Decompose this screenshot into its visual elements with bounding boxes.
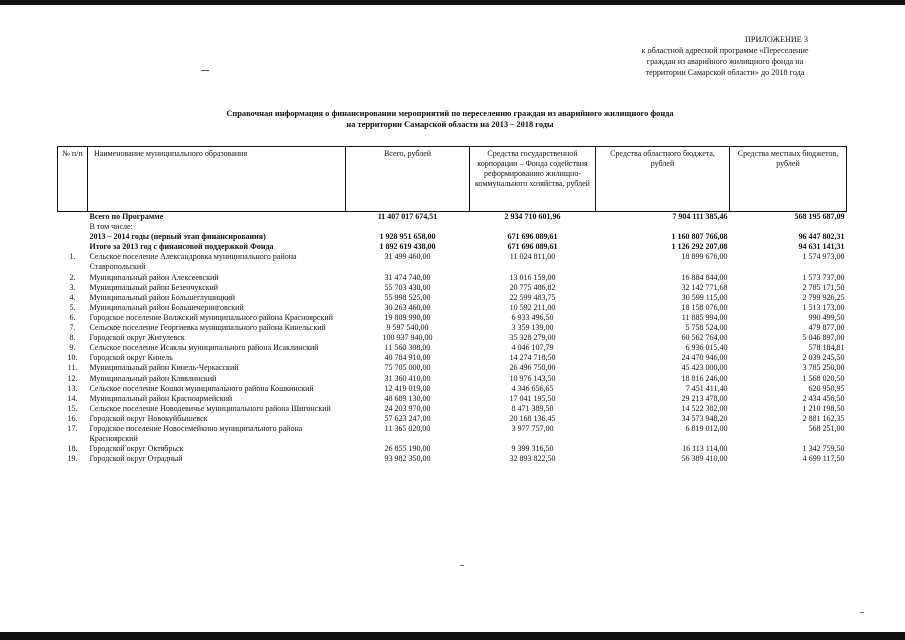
local-budget-amount: 2 434 456,50	[802, 393, 845, 403]
total-amount: 100 937 940,00	[382, 333, 433, 343]
fund-amount: 20 775 486,82	[509, 282, 556, 292]
summary-label: 2013 – 2014 годы (первый этап финансирования)	[89, 232, 266, 242]
regional-budget-amount: 56 389 410,00	[681, 454, 728, 464]
table-row	[58, 273, 847, 283]
municipality-name: Городской округ Отрадный	[89, 454, 183, 464]
table-row	[58, 454, 847, 464]
fund-amount: 4 046 107,79	[511, 343, 554, 353]
municipality-name: Муниципальный район Безенчукский	[89, 282, 219, 292]
local-budget-amount: 5 046 897,00	[802, 333, 845, 343]
table-row	[58, 293, 847, 303]
regional-budget-amount: 32 142 771,68	[681, 282, 728, 292]
annex-title: ПРИЛОЖЕНИЕ 3	[745, 35, 808, 44]
regional-budget-amount: 11 885 994,00	[681, 312, 728, 322]
row-number: 17.	[67, 423, 78, 433]
local-budget-amount: 1 574 973,00	[802, 252, 845, 262]
summary-fund: 2 934 710 601,96	[504, 212, 561, 221]
table-row	[58, 252, 847, 272]
table-row	[58, 363, 847, 373]
total-amount: 57 623 247,00	[384, 413, 431, 423]
summary-empty-cell	[346, 222, 847, 232]
table-row	[58, 343, 847, 353]
table-row	[58, 424, 847, 444]
row-number: 3.	[69, 282, 76, 292]
table-row	[58, 303, 847, 313]
local-budget-amount: 578 184,81	[808, 343, 845, 353]
municipality-rows	[58, 252, 847, 464]
scan-mark	[460, 565, 464, 566]
summary-rows	[58, 212, 847, 253]
regional-budget-amount: 45 423 000,00	[681, 363, 728, 373]
summary-row	[58, 242, 847, 252]
local-budget-amount: 2 785 171,50	[802, 282, 845, 292]
summary-fund: 671 696 089,61	[507, 242, 558, 252]
summary-no-cell	[58, 232, 88, 242]
summary-no-cell	[58, 212, 88, 223]
heading-line-1: Справочная информация о финансировании мероприятий по переселению граждан из аварийного жилищного фонда	[226, 109, 674, 118]
fund-amount: 17 041 195,50	[509, 393, 556, 403]
summary-fund: 671 696 089,61	[507, 232, 558, 242]
municipality-name: Сельское поселение Георгиевка муниципального района Кинельский	[89, 323, 326, 333]
local-budget-amount: 1 513 173,00	[802, 302, 845, 312]
summary-no-cell	[58, 222, 88, 232]
fund-amount: 9 399 316,50	[511, 444, 554, 454]
total-amount: 31 499 460,00	[384, 252, 431, 262]
annex-line-1: к областной адресной программе «Переселение	[641, 46, 809, 55]
row-number: 2.	[69, 272, 76, 282]
municipality-name: Городской округ Кинель	[89, 353, 173, 363]
row-number: 13.	[67, 383, 78, 393]
total-amount: 30 263 460,00	[384, 302, 431, 312]
document-heading	[120, 108, 780, 130]
heading-line-2: на территории Самарской области на 2013 – 2018 годы	[346, 120, 554, 129]
regional-budget-amount: 18 899 676,00	[681, 252, 728, 262]
municipality-name: Муниципальный район Алексеевский	[89, 272, 219, 282]
row-number: 7.	[69, 323, 76, 333]
annex-block	[560, 34, 890, 78]
local-budget-amount: 479 877,00	[808, 323, 845, 333]
total-amount: 19 809 990,00	[384, 312, 431, 322]
table-row	[58, 353, 847, 363]
total-amount: 11 560 308,00	[384, 343, 431, 353]
table-row	[58, 444, 847, 454]
header-local: Средства местных бюджетов, рублей	[730, 147, 847, 212]
regional-budget-amount: 18 816 246,00	[681, 373, 728, 383]
total-amount: 55 703 430,00	[384, 282, 431, 292]
municipality-name: Муниципальный район Большеглушицкий	[89, 292, 236, 302]
regional-budget-amount: 14 522 382,00	[681, 403, 728, 413]
row-number: 9.	[69, 343, 76, 353]
fund-amount: 11 024 811,00	[509, 252, 556, 262]
municipality-name: Муниципальный район Большечерниговский	[89, 302, 244, 312]
municipality-name: Сельское поселение Новодевичье муниципального района Шигонский	[89, 403, 331, 413]
fund-amount: 26 496 750,00	[509, 363, 556, 373]
header-regional: Средства областного бюджета, рублей	[596, 147, 730, 212]
regional-budget-amount: 29 213 478,00	[681, 393, 728, 403]
municipality-name: Муниципальный район Красноармейский	[89, 393, 233, 403]
table-row	[58, 394, 847, 404]
total-amount: 26 855 190,00	[384, 444, 431, 454]
financing-table	[57, 146, 847, 464]
summary-label: В том числе:	[89, 222, 133, 232]
summary-regional: 1 160 807 766,08	[671, 232, 728, 242]
summary-row	[58, 222, 847, 232]
table-row	[58, 323, 847, 333]
scan-mark	[860, 612, 864, 613]
summary-label: Итого за 2013 год с финансовой поддержкой Фонда	[89, 242, 274, 252]
table-header-row	[58, 147, 847, 212]
regional-budget-amount: 34 573 948,20	[681, 413, 728, 423]
summary-local: 568 195 687,09	[794, 212, 845, 221]
fund-amount: 3 359 139,00	[511, 323, 554, 333]
regional-budget-amount: 18 158 076,00	[681, 302, 728, 312]
row-number: 6.	[69, 312, 76, 322]
summary-regional: 7 904 111 385,46	[672, 212, 728, 221]
row-number: 11.	[67, 363, 78, 373]
fund-amount: 14 274 718,50	[509, 353, 556, 363]
scan-top-edge	[0, 0, 905, 5]
header-name: Наименование муниципального образования	[88, 147, 346, 212]
summary-total: 1 892 619 438,00	[379, 242, 436, 252]
table-row	[58, 414, 847, 424]
scan-mark	[201, 70, 209, 71]
fund-amount: 22 599 483,75	[509, 292, 556, 302]
municipality-name: Сельское поселение Кошки муниципального района Кошкинский	[89, 383, 314, 393]
row-number: 8.	[69, 333, 76, 343]
row-number: 16.	[67, 413, 78, 423]
table-row	[58, 404, 847, 414]
annex-line-2: граждан из аварийного жилищного фонда на	[646, 57, 804, 66]
table-row	[58, 283, 847, 293]
local-budget-amount: 1 573 737,00	[802, 272, 845, 282]
local-budget-amount: 620 950,95	[808, 383, 845, 393]
summary-label: Всего по Программе	[89, 212, 164, 221]
fund-amount: 13 016 159,00	[509, 272, 556, 282]
row-number: 15.	[67, 403, 78, 413]
regional-budget-amount: 6 819 012,00	[685, 423, 728, 433]
table-row	[58, 374, 847, 384]
summary-no-cell	[58, 242, 88, 252]
local-budget-amount: 990 499,50	[808, 312, 845, 322]
total-amount: 48 689 130,00	[384, 393, 431, 403]
table-row	[58, 333, 847, 343]
municipality-name: Сельское поселение Александровка муниципального района Ставропольский	[89, 252, 297, 272]
total-amount: 93 982 350,00	[384, 454, 431, 464]
total-amount: 31 360 410,00	[384, 373, 431, 383]
total-amount: 11 365 020,00	[384, 423, 431, 433]
local-budget-amount: 1 342 759,50	[802, 444, 845, 454]
municipality-name: Муниципальный район Клявлинский	[89, 373, 217, 383]
local-budget-amount: 4 699 117,50	[802, 454, 845, 464]
total-amount: 12 419 019,00	[384, 383, 431, 393]
municipality-name: Сельское поселение Исаклы муниципального района Исаклинский	[89, 343, 319, 353]
fund-amount: 10 976 143,50	[509, 373, 556, 383]
fund-amount: 32 893 822,50	[509, 454, 556, 464]
total-amount: 24 203 970,00	[384, 403, 431, 413]
total-amount: 31 474 740,00	[384, 272, 431, 282]
table-row	[58, 384, 847, 394]
summary-row	[58, 212, 847, 223]
summary-total: 11 407 017 674,51	[377, 212, 438, 221]
row-number: 10.	[67, 353, 78, 363]
local-budget-amount: 3 785 250,00	[802, 363, 845, 373]
summary-total: 1 928 951 658,00	[379, 232, 436, 242]
fund-amount: 10 592 211,00	[509, 302, 556, 312]
local-budget-amount: 568 251,00	[808, 423, 845, 433]
local-budget-amount: 1 210 198,50	[802, 403, 845, 413]
row-number: 4.	[69, 292, 76, 302]
header-fund: Средства государственной корпорации – Фонда содействия реформированию жилищно-коммунального хозяйства, рублей	[470, 147, 596, 212]
municipality-name: Городское поселение Новосемейкино муниципального района Красноярский	[89, 423, 303, 444]
fund-amount: 6 933 496,50	[511, 312, 554, 322]
fund-amount: 35 328 279,00	[509, 333, 556, 343]
regional-budget-amount: 30 599 115,00	[681, 292, 728, 302]
fund-amount: 4 346 656,65	[511, 383, 554, 393]
scan-bottom-edge	[0, 632, 905, 640]
row-number: 12.	[67, 373, 78, 383]
summary-local: 94 631 141,31	[798, 242, 845, 252]
local-budget-amount: 2 881 162,35	[802, 413, 845, 423]
total-amount: 55 998 525,00	[384, 292, 431, 302]
row-number: 1.	[69, 252, 76, 262]
row-number: 18.	[67, 444, 78, 454]
regional-budget-amount: 16 113 114,00	[682, 444, 728, 454]
local-budget-amount: 2 799 926,25	[802, 292, 845, 302]
local-budget-amount: 1 568 020,50	[802, 373, 845, 383]
local-budget-amount: 2 039 245,50	[802, 353, 845, 363]
regional-budget-amount: 7 451 411,40	[685, 383, 728, 393]
regional-budget-amount: 6 936 015,40	[685, 343, 728, 353]
row-number: 14.	[67, 393, 78, 403]
summary-regional: 1 126 292 207,08	[671, 242, 728, 252]
regional-budget-amount: 60 562 764,00	[681, 333, 728, 343]
municipality-name: Городской округ Жигулевск	[89, 333, 185, 343]
fund-amount: 3 977 757,00	[511, 423, 554, 433]
municipality-name: Городское поселение Волжский муниципального района Красноярский	[89, 312, 333, 322]
total-amount: 40 784 910,00	[384, 353, 431, 363]
regional-budget-amount: 5 758 524,00	[685, 323, 728, 333]
total-amount: 75 705 000,00	[384, 363, 431, 373]
regional-budget-amount: 24 470 946,00	[681, 353, 728, 363]
municipality-name: Муниципальный район Кинель-Черкасский	[89, 363, 239, 373]
header-total: Всего, рублей	[346, 147, 470, 212]
header-no: № п/п	[58, 147, 88, 212]
annex-line-3: территории Самарской области» до 2018 года	[645, 68, 805, 77]
fund-amount: 8 471 389,50	[511, 403, 554, 413]
fund-amount: 20 168 136,45	[509, 413, 556, 423]
regional-budget-amount: 16 884 844,00	[681, 272, 728, 282]
table-row	[58, 313, 847, 323]
row-number: 19.	[67, 454, 78, 464]
summary-row	[58, 232, 847, 242]
municipality-name: Городской округ Новокуйбышевск	[89, 413, 208, 423]
summary-local: 96 447 802,31	[798, 232, 845, 242]
total-amount: 9 597 540,00	[386, 323, 429, 333]
row-number: 5.	[69, 302, 76, 312]
municipality-name: Городской округ Октябрьск	[89, 444, 184, 454]
